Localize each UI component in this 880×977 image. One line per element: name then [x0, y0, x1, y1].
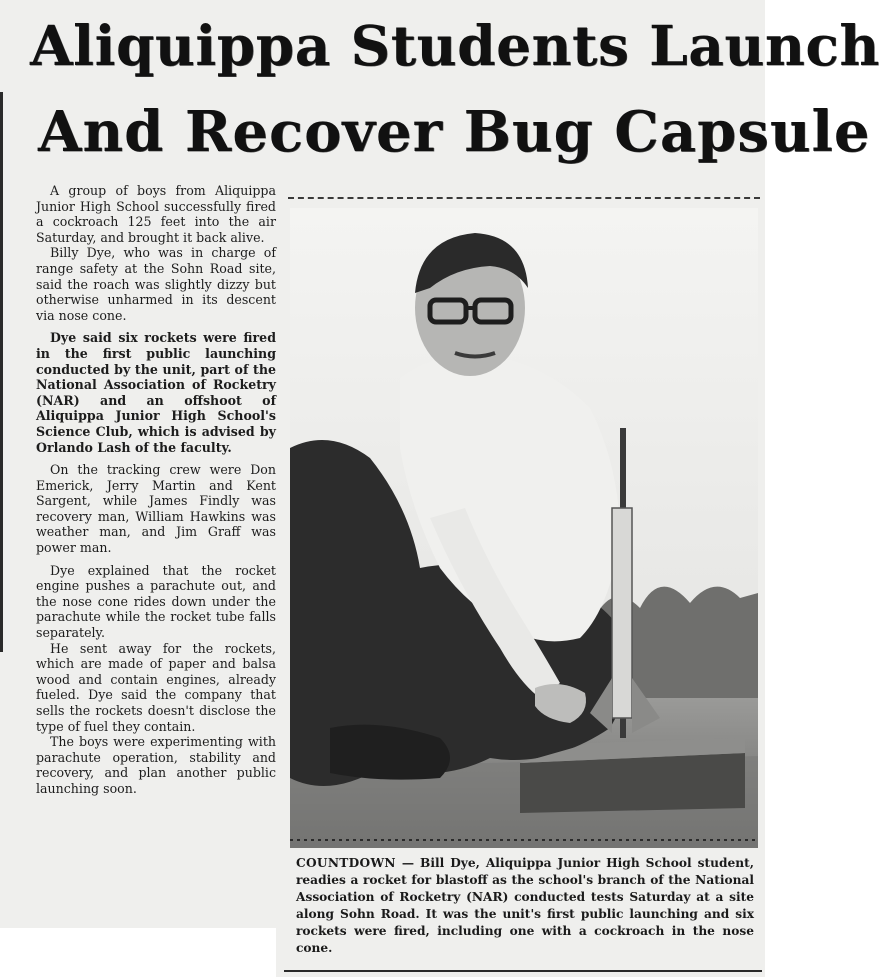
article-paragraph: Dye said six rockets were fired in the first public launching conducted by the unit, part of the National Association of Rocketry (NAR) and an offshoot of Aliquippa Junior High School's Science Club, which is advised by Orlando Lash of the faculty. [36, 330, 276, 455]
article-paragraph: The boys were experimenting with parachute operation, stability and recovery, and plan another public launching soon. [36, 734, 276, 796]
headline-line-2: And Recover Bug Capsule [38, 99, 871, 165]
caption-text: — Bill Dye, Aliquippa Junior High School student, readies a rocket for blastoff as the school's branch of the National Association of Rocketry (NAR) conducted tests Saturday at a site along Sohn Road. It was the unit's first public launching and six rockets were fired, including one with a cockroach in the nose cone. [296, 856, 754, 955]
clipping-edge [0, 928, 276, 977]
column-rule [0, 92, 3, 652]
caption-rule [284, 970, 762, 972]
article-paragraph: A group of boys from Aliquippa Junior High School successfully fired a cockroach 125 feet into the air Saturday, and brought it back alive. [36, 183, 276, 245]
headline-line-1: Aliquippa Students Launch [30, 13, 880, 78]
rocket-photo [290, 208, 758, 848]
photo-rocket-tube [612, 508, 632, 718]
caption-label: COUNTDOWN [296, 856, 396, 870]
photo-caption [296, 855, 754, 957]
article-paragraph: He sent away for the rockets, which are made of paper and balsa wood and contain engines, already fueled. Dye said the company that sells the rockets doesn't disclose the type of fuel they contain. [36, 640, 276, 734]
article-body [36, 183, 276, 797]
photo-launch-pad [520, 753, 745, 813]
article-paragraph: Billy Dye, who was in charge of range safety at the Sohn Road site, said the roach was slightly dizzy but otherwise unharmed in its descent via nose cone. [36, 245, 276, 323]
article-paragraph: On the tracking crew were Don Emerick, Jerry Martin and Kent Sargent, while James Findly was recovery man, William Hawkins was weather man, and Jim Graff was power man. [36, 462, 276, 556]
article-paragraph: Dye explained that the rocket engine pushes a parachute out, and the nose cone rides down under the parachute while the rocket tube falls separately. [36, 562, 276, 641]
